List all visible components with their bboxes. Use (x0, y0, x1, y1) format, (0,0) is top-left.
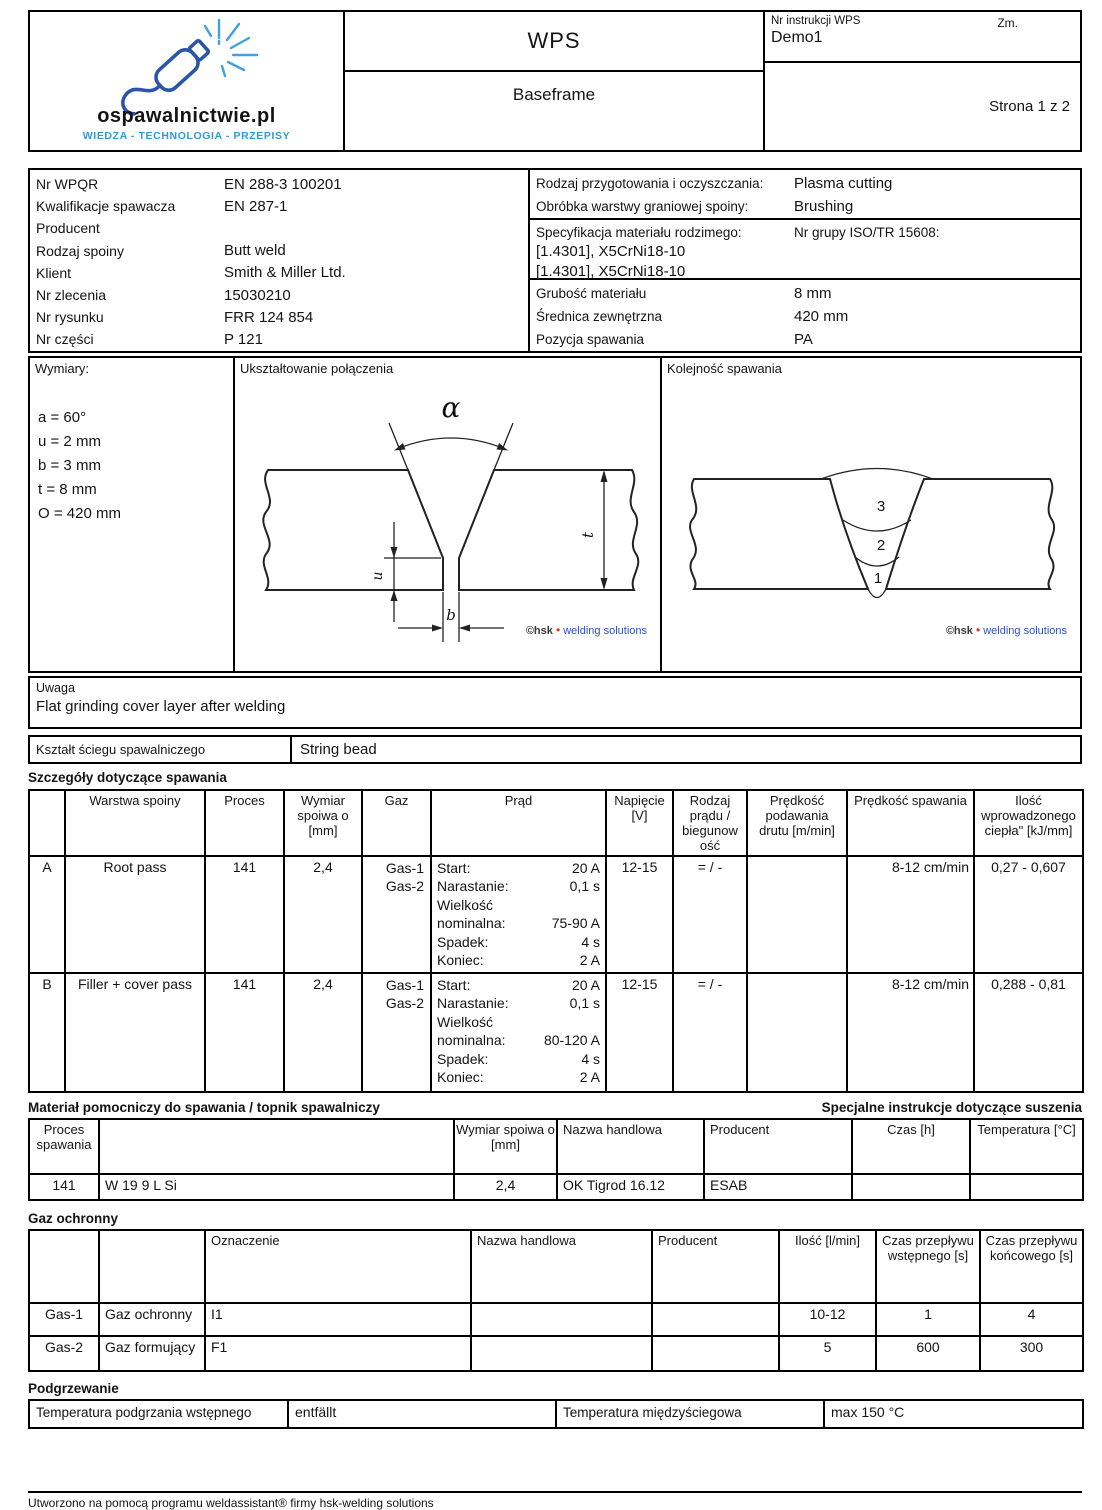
t-arrow-bottom (601, 578, 608, 590)
hsk-credit-text: welding solutions (563, 625, 647, 637)
col-header-process: Proces spawania (29, 1119, 99, 1174)
current-value: 2 A (579, 952, 600, 969)
hsk-credit-text: welding solutions (983, 625, 1067, 637)
remark-box (28, 676, 1082, 729)
col-header-voltage: Napięcie [V] (606, 790, 673, 856)
pass-heat-input: 0,288 - 0,81 (974, 973, 1083, 1092)
field-value: Brushing (794, 198, 854, 215)
col-header-trade-name: Nazwa handlowa (471, 1230, 652, 1303)
hsk-credit (946, 623, 1067, 637)
root-reinforcement (868, 589, 886, 598)
thickness-row (536, 282, 1080, 305)
document-header (28, 10, 1082, 152)
col-header-speed: Prędkość spawania (847, 790, 974, 856)
current-key: Narastanie: (437, 995, 509, 1012)
gas-postflow: 4 (980, 1303, 1083, 1336)
filler-section-head (28, 1100, 1082, 1115)
bead-shape-value: String bead (300, 741, 377, 758)
current-key: Start: (437, 860, 471, 876)
info-row-qualification (36, 195, 528, 217)
filler-temperature (970, 1174, 1083, 1200)
gas-1-ref: Gas-1 (385, 860, 424, 876)
gas-postflow: 300 (980, 1336, 1083, 1371)
dim-o: O = 420 mm (38, 505, 121, 522)
material-line-1: [1.4301], X5CrNi18-10 (536, 243, 686, 260)
t-label: t (579, 531, 597, 539)
revision-label: Zm. (997, 16, 1018, 30)
field-value: Butt weld (224, 242, 286, 260)
current-downslope (437, 1050, 600, 1068)
pass-wire-size: 2,4 (284, 856, 362, 973)
right-plate-section (886, 479, 1054, 589)
gas-trade-name (471, 1336, 652, 1371)
current-value: 2 A (579, 1069, 600, 1086)
position-row (536, 328, 1080, 351)
angle-arrow-right (497, 443, 509, 451)
col-header-temperature: Temperatura [°C] (970, 1119, 1083, 1174)
gas-preflow: 600 (876, 1336, 980, 1371)
current-nominal-1 (437, 896, 600, 914)
interpass-temp-value: max 150 °C (824, 1400, 1083, 1428)
current-start (437, 976, 600, 994)
field-label: Nr WPQR (36, 176, 99, 193)
preheat-table (28, 1399, 1084, 1429)
field-value: EN 288-3 100201 (224, 175, 342, 193)
right-plate-section (459, 470, 638, 590)
col-header-blank (99, 1230, 205, 1303)
bead-shape-label: Kształt ściegu spawalniczego (30, 737, 292, 762)
pass-voltage: 12-15 (606, 973, 673, 1092)
filler-wire-size: 2,4 (454, 1174, 557, 1200)
pass-layer: Root pass (65, 856, 205, 973)
cover-pass-cap (821, 469, 933, 480)
hsk-red-dot-icon: • (555, 623, 561, 637)
info-row-weld-type (36, 240, 528, 262)
current-key: Wielkość (437, 896, 494, 913)
dimensions-box (28, 356, 235, 673)
gas-producer (652, 1303, 779, 1336)
dimension-values (38, 406, 233, 526)
info-left-box (28, 168, 530, 353)
document-content (28, 10, 1082, 1510)
dimensions-title: Wymiary: (35, 361, 90, 376)
gas-role: Gaz ochronny (99, 1303, 205, 1336)
gas-role: Gaz formujący (99, 1336, 205, 1371)
pass-speed: 8-12 cm/min (847, 856, 974, 973)
field-value: 8 mm (794, 285, 832, 302)
interpass-temp-label: Temperatura międzyściegowa (556, 1400, 824, 1428)
welding-torch-logo-icon (69, 14, 304, 106)
wps-number-cell (765, 12, 1080, 63)
details-row-b (29, 973, 1083, 1092)
filler-trade-name: OK Tigrod 16.12 (557, 1174, 704, 1200)
col-header-heat-input: Ilość wprowadzonego ciepła" [kJ/mm] (974, 790, 1083, 856)
angle-arrow-left (394, 443, 406, 451)
pass-2-label: 2 (876, 537, 886, 554)
current-key: Wielkość (437, 1013, 494, 1030)
gas-row-2 (29, 1336, 1083, 1371)
field-label: Rodzaj przygotowania i oczyszczania: (536, 176, 764, 191)
weld-sequence-box (662, 356, 1082, 673)
field-label: Nr rysunku (36, 309, 104, 326)
col-header-blank (29, 1230, 99, 1303)
material-box (530, 220, 1080, 280)
gas-id: Gas-1 (29, 1303, 99, 1336)
alpha-label: α (441, 391, 461, 424)
current-key: Narastanie: (437, 878, 509, 895)
hsk-logo-text: ©hsk (525, 625, 553, 637)
joint-preparation-box (235, 356, 662, 673)
diameter-row (536, 305, 1080, 328)
preheat-row (29, 1400, 1083, 1428)
col-header-process: Proces (205, 790, 284, 856)
preheat-section-title: Podgrzewanie (28, 1380, 119, 1396)
wps-number-label: Nr instrukcji WPS (771, 15, 861, 27)
header-right (765, 12, 1080, 150)
angle-arc (397, 438, 505, 449)
info-row-order-no (36, 284, 528, 306)
gas-header-row (29, 1230, 1083, 1303)
col-header-current: Prąd (431, 790, 606, 856)
pass-wire-feed (747, 973, 847, 1092)
current-key: nominalna: (437, 1032, 506, 1049)
col-header-wire-size: Wymiar spoiwa o [mm] (454, 1119, 557, 1174)
gas-preflow: 1 (876, 1303, 980, 1336)
field-label: Pozycja spawania (536, 332, 645, 347)
current-key: Spadek: (437, 1050, 489, 1067)
dim-u: u = 2 mm (38, 433, 101, 450)
current-upslope (437, 877, 600, 895)
gas-row-1 (29, 1303, 1083, 1336)
dim-t: t = 8 mm (38, 481, 97, 498)
pass-layer: Filler + cover pass (65, 973, 205, 1092)
gas-2-ref: Gas-2 (385, 878, 424, 895)
iso-group-label: Nr grupy ISO/TR 15608: (794, 224, 940, 240)
field-value: Plasma cutting (794, 175, 893, 192)
field-label: Kwalifikacje spawacza (36, 198, 176, 215)
hsk-credit (526, 623, 647, 637)
info-row-manufacturer (36, 217, 528, 239)
filler-header-row (29, 1119, 1083, 1174)
pass-current (431, 856, 606, 973)
current-upslope (437, 994, 600, 1012)
current-value: 20 A (571, 976, 600, 993)
col-header-wire-size: Wymiar spoiwa o [mm] (284, 790, 362, 856)
weld-sequence-diagram (662, 374, 1080, 654)
treatment-row (536, 195, 1080, 218)
field-label: Producent (36, 220, 100, 237)
field-label: Rodzaj spoiny (36, 242, 124, 259)
material-line-2: [1.4301], X5CrNi18-10 (536, 262, 686, 280)
doc-type-title: WPS (345, 12, 763, 72)
col-header-trade-name: Nazwa handlowa (557, 1119, 704, 1174)
footer-divider (28, 1491, 1082, 1493)
b-arrow-right (459, 625, 470, 632)
pass-gas (362, 856, 431, 973)
left-plate-section (690, 479, 868, 589)
pass-1-label: 1 (873, 570, 883, 587)
logo-tagline: WIEDZA - TECHNOLOGIA - PRZEPISY (82, 130, 291, 142)
filler-data-row (29, 1174, 1083, 1200)
wps-document-page (0, 10, 1102, 1510)
joint-prep-title: Ukształtowanie połączenia (240, 361, 394, 376)
current-end (437, 1068, 600, 1086)
welding-details-table (28, 789, 1084, 1093)
col-header-flow-rate: Ilość [l/min] (779, 1230, 876, 1303)
col-header-wire-feed: Prędkość podawania drutu [m/min] (747, 790, 847, 856)
current-downslope (437, 933, 600, 951)
field-value: FRR 124 854 (224, 308, 314, 326)
weld-sequence-title: Kolejność spawania (667, 361, 782, 376)
details-header-row (29, 790, 1083, 856)
current-nominal-2 (437, 1031, 600, 1049)
b-label: b (446, 606, 456, 624)
col-header-time: Czas [h] (852, 1119, 970, 1174)
current-value: 0,1 s (569, 878, 600, 895)
field-value: P 121 (224, 330, 263, 348)
current-key: Spadek: (437, 933, 489, 950)
info-row-client (36, 262, 528, 284)
col-header-polarity: Rodzaj prądu / biegunow ość (673, 790, 747, 856)
pass-wire-feed (747, 856, 847, 973)
current-key: Koniec: (437, 1069, 484, 1086)
field-value: EN 287-1 (224, 197, 288, 215)
gas-1-ref: Gas-1 (385, 976, 424, 993)
pass-boundary-3-2 (843, 520, 911, 531)
gas-2-ref: Gas-2 (385, 995, 424, 1012)
info-row-drawing-no (36, 306, 528, 328)
field-label: Średnica zewnętrzna (536, 309, 663, 324)
joint-preparation-diagram (236, 370, 659, 658)
current-end (437, 951, 600, 969)
t-arrow-top (601, 470, 608, 482)
col-header-layer: Warstwa spoiny (65, 790, 205, 856)
pass-wire-size: 2,4 (284, 973, 362, 1092)
pass-gas (362, 973, 431, 1092)
field-label: Obróbka warstwy graniowej spoiny: (536, 199, 749, 214)
logo-block (30, 12, 345, 150)
info-row-part-no (36, 328, 528, 350)
u-arrow-bottom (391, 590, 398, 601)
shielding-gas-table (28, 1229, 1084, 1372)
current-key: Koniec: (437, 952, 484, 969)
col-header-blank (99, 1119, 454, 1174)
preparation-box (530, 170, 1080, 220)
gas-producer (652, 1336, 779, 1371)
filler-section-title: Materiał pomocniczy do spawania / topnik spawalniczy (28, 1099, 380, 1115)
filler-process: 141 (29, 1174, 99, 1200)
filler-producer: ESAB (704, 1174, 852, 1200)
current-key: nominalna: (437, 915, 506, 932)
field-value: PA (794, 331, 813, 348)
col-header-preflow-time: Czas przepływu wstępnego [s] (876, 1230, 980, 1303)
header-center (345, 12, 765, 150)
gas-designation: F1 (205, 1336, 471, 1371)
pass-3-label: 3 (876, 498, 886, 515)
current-value: 0,1 s (569, 995, 600, 1012)
col-header-gas: Gaz (362, 790, 431, 856)
pass-current (431, 973, 606, 1092)
pass-speed: 8-12 cm/min (847, 973, 974, 1092)
pass-process: 141 (205, 973, 284, 1092)
col-header-postflow-time: Czas przepływu końcowego [s] (980, 1230, 1083, 1303)
prep-row (536, 172, 1080, 195)
pass-polarity: = / - (673, 856, 747, 973)
filler-material-table (28, 1118, 1084, 1201)
dim-b: b = 3 mm (38, 457, 101, 474)
logo-title: ospawalnictwie.pl (97, 105, 276, 127)
b-arrow-left (432, 625, 443, 632)
doc-name: Baseframe (512, 85, 596, 104)
pass-boundary-2-1 (855, 557, 899, 566)
u-arrow-top (391, 547, 398, 558)
info-row-wpqr (36, 173, 528, 195)
preheat-temp-value: entfällt (288, 1400, 556, 1428)
diagrams-section (28, 356, 1082, 673)
hsk-red-dot-icon: • (975, 623, 981, 637)
general-info-section (28, 168, 1082, 353)
pass-process: 141 (205, 856, 284, 973)
gas-id: Gas-2 (29, 1336, 99, 1371)
details-section-title: Szczegóły dotyczące spawania (28, 770, 227, 785)
current-value: 4 s (581, 933, 600, 950)
page-indicator: Strona 1 z 2 (989, 98, 1070, 115)
gas-trade-name (471, 1303, 652, 1336)
gas-flow-rate: 5 (779, 1336, 876, 1371)
current-value: 80-120 A (543, 1032, 600, 1049)
field-value: Smith & Miller Ltd. (224, 264, 346, 282)
field-label: Nr części (36, 331, 94, 348)
details-row-a (29, 856, 1083, 973)
filler-designation: W 19 9 L Si (99, 1174, 454, 1200)
current-value: 20 A (571, 860, 600, 876)
u-label: u (370, 571, 386, 581)
col-header-designation: Oznaczenie (205, 1230, 471, 1303)
spark-icon (205, 20, 257, 76)
gas-flow-rate: 10-12 (779, 1303, 876, 1336)
current-value: 75-90 A (551, 915, 600, 932)
geometry-box (530, 280, 1080, 351)
bead-shape-box (28, 735, 1082, 764)
remark-value: Flat grinding cover layer after welding (36, 698, 286, 715)
field-value: 15030210 (224, 286, 291, 304)
col-header-blank (29, 790, 65, 856)
preheat-temp-label: Temperatura podgrzania wstępnego (29, 1400, 288, 1428)
info-right-box (530, 168, 1082, 353)
gas-designation: I1 (205, 1303, 471, 1336)
wps-number-value: Demo1 (771, 29, 823, 46)
current-value: 4 s (581, 1050, 600, 1067)
dim-a: a = 60° (38, 409, 87, 426)
drying-instructions-title: Specjalne instrukcje dotyczące suszenia (821, 1099, 1082, 1115)
col-header-producer: Producent (704, 1119, 852, 1174)
current-start (437, 859, 600, 877)
current-nominal-1 (437, 1013, 600, 1031)
footer-credit-text: Utworzono na pomocą programu weldassistant® firmy hsk-welding solutions (28, 1495, 434, 1510)
material-spec-label: Specyfikacja materiału rodzimego: (536, 224, 742, 240)
hsk-logo-text: ©hsk (945, 625, 973, 637)
filler-time (852, 1174, 970, 1200)
field-label: Grubość materiału (536, 286, 647, 301)
current-nominal-2 (437, 914, 600, 932)
current-key: Start: (437, 976, 471, 993)
material-spec-row (536, 222, 1080, 242)
pass-polarity: = / - (673, 973, 747, 1092)
field-label: Nr zlecenia (36, 287, 107, 304)
remark-label: Uwaga (36, 681, 75, 695)
col-header-producer: Producent (652, 1230, 779, 1303)
pass-id: B (29, 973, 65, 1092)
field-value: 420 mm (794, 308, 849, 325)
field-label: Klient (36, 264, 72, 281)
pass-heat-input: 0,27 - 0,607 (974, 856, 1083, 973)
pass-voltage: 12-15 (606, 856, 673, 973)
left-plate-section (263, 470, 443, 590)
gas-section-title: Gaz ochronny (28, 1210, 119, 1226)
pass-id: A (29, 856, 65, 973)
